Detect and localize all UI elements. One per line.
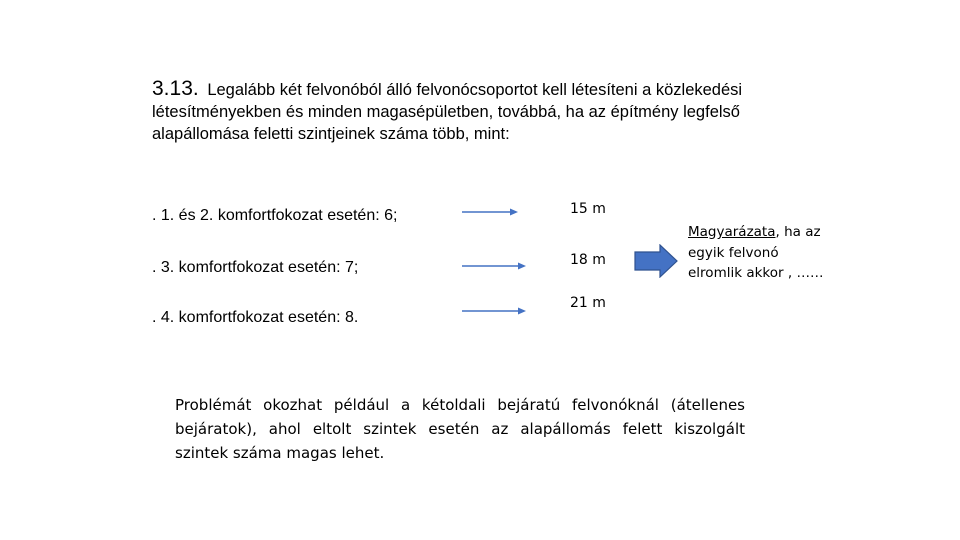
- problem-paragraph: Problémát okozhat például a kétoldali bejáratú felvonóknál (átellenes bejáratok), ahol eltolt szintek esetén az alapállomás felett kiszolgált szintek száma magas lehet.: [175, 396, 745, 462]
- height-value-15m: 15 m: [570, 201, 606, 217]
- height-value-21m: 21 m: [570, 295, 606, 311]
- right-arrow-icon: [462, 261, 526, 271]
- explanation-text: , ha az egyik felvonó elromlik akkor , ……: [688, 224, 824, 281]
- right-arrow-icon: [462, 207, 518, 217]
- heading: [152, 78, 832, 145]
- block-right-arrow-icon: [634, 244, 678, 278]
- height-value-18m: 18 m: [570, 252, 606, 268]
- heading-text: Legalább két felvonóból álló felvonócsoportot kell létesíteni a közlekedési létesítményekben és minden magasépületben, továbbá, ha az építmény legfelső alapállomása feletti szintjeinek száma több, mint:: [152, 81, 743, 143]
- explanation-lead: Magyarázata: [688, 224, 776, 240]
- right-arrow-icon: [462, 306, 526, 316]
- rule-comfort-1-2: . 1. és 2. komfortfokozat esetén: 6;: [152, 207, 398, 224]
- explanation-note: [688, 222, 828, 284]
- rule-comfort-4: . 4. komfortfokozat esetén: 8.: [152, 309, 359, 326]
- heading-number: 3.13.: [152, 77, 199, 100]
- rule-comfort-3: . 3. komfortfokozat esetén: 7;: [152, 259, 359, 276]
